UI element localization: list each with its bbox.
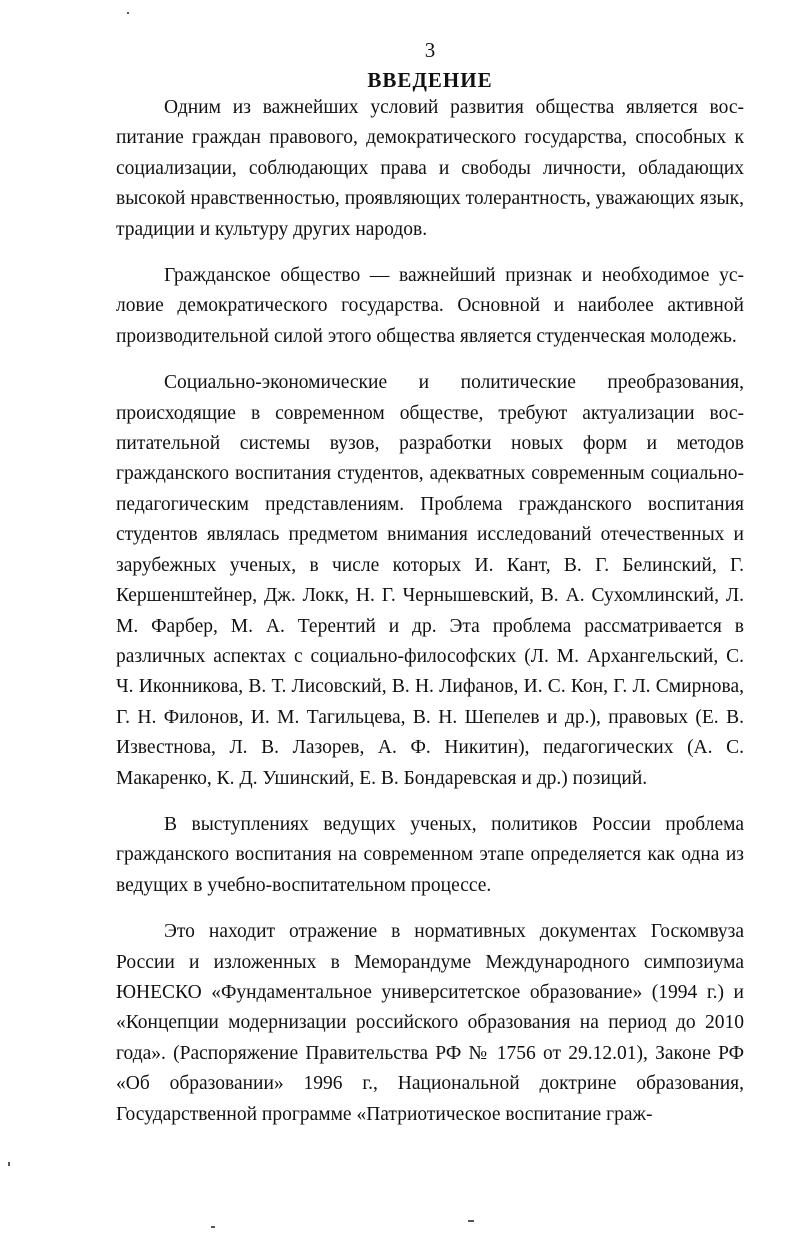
scan-speck — [468, 1220, 474, 1222]
paragraph-4: В выступлениях ведущих ученых, политиков России проблема гражданского воспитания на современном этапе определяется как одна из ведущих в учебно-воспитательном процессе. — [116, 813, 744, 896]
paragraph-3: Социально-экономические и политические преобразования, происходящие в современном обществе, требуют актуализации воспитательной системы вузов, разработки новых форм и методов гражданского воспитания студентов, адекватных современным социально-педагогическим представлениям. Проблема гражданского воспитания студентов являлась предметом внимания исследований отечественных и зарубежных ученых, в числе которых И. Кант, В. Г. Белинский, Г. Кершенштейнер, Дж. Локк, Н. Г. Чернышевский, В. А. Сухомлинский, Л. М. Фарбер, М. А. Терентий и др. Эта проблема рассматривается в различных аспектах с социально-философских (Л. М. Архангельский, С. Ч. Иконникова, В. Т. Лисовский, В. Н. Лифанов, И. С. Кон, Г. Л. Смирнова, Г. Н. Филонов, И. М. Тагильцева, В. Н. Шепелев и др.), правовых (Е. В. Известнова, Л. В. Лазорев, А. Ф. Никитин), педагогических (А. С. Макаренко, К. Д. Ушинский, Е. В. Бондаревская и др.) позиций. — [116, 372, 744, 789]
page-number: 3 — [424, 38, 436, 62]
page-title: ВВЕДЕНИЕ — [367, 68, 493, 92]
paragraph-2: Гражданское общество — важнейший признак и необходимое условие демократического государства. Основной и наиболее активной производительной силой этого общества является студенческая молодежь. — [116, 265, 744, 347]
paragraph-1: Одним из важнейших условий развития общества является воспитание граждан правового, демократического государства, способных к социализации, соблюдающих права и свободы личности, обладающих высокой нравственностью, проявляющих толерантность, уважающих язык, традиции и культуру других народов. — [116, 97, 744, 240]
scan-speck — [211, 1226, 215, 1228]
paragraph-5: Это находит отражение в нормативных документах Госкомвуза России и изложенных в Меморандуме Международного симпозиума ЮНЕСКО «Фундаментальное университетское образование» (1994 г.) и «Концепции модернизации российского образования на период до 2010 года». (Распоряжение Правительства РФ № 1756 от 29.12.01), Законе РФ «Об образовании» 1996 г., Национальной доктрине образования, Государственной программе «Патриотическое воспитание граж- — [116, 921, 744, 1125]
body-text — [116, 93, 744, 1146]
scan-speck — [8, 1162, 10, 1166]
scan-speck — [127, 12, 129, 14]
